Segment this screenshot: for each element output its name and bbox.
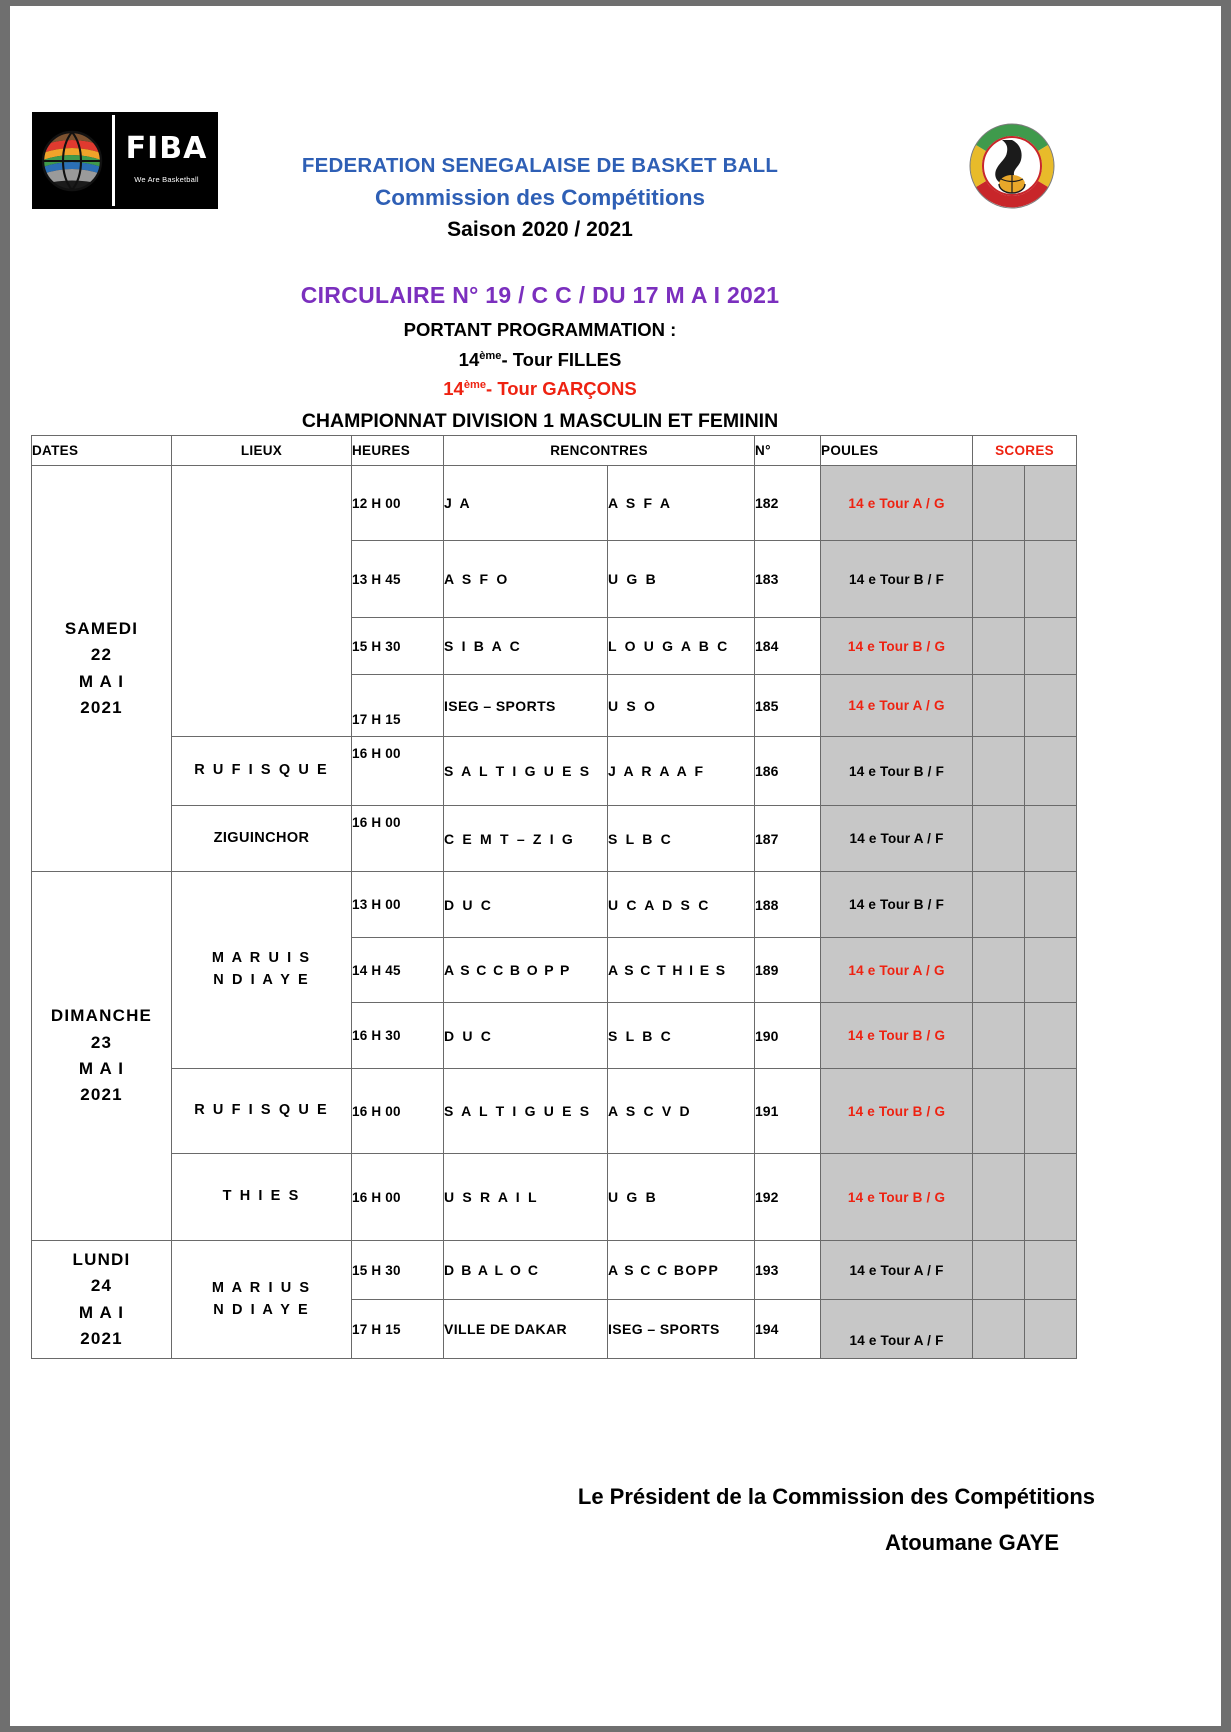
home-team-cell: A S F O — [444, 541, 608, 618]
home-team-cell: S A L T I G U E S — [444, 737, 608, 806]
tour-garcons-rest: - Tour GARÇONS — [486, 378, 637, 399]
home-team-cell: VILLE DE DAKAR — [444, 1300, 608, 1359]
date-line: M A I — [78, 1059, 125, 1078]
date-line: 23 — [90, 1032, 113, 1052]
title-block — [10, 154, 1070, 242]
score-cell-away[interactable] — [1025, 675, 1077, 737]
away-team-cell: A S C T H I E S — [608, 938, 755, 1003]
column-header-poules: POULES — [821, 436, 973, 466]
document-footer — [10, 1484, 1095, 1556]
score-cell-away[interactable] — [1025, 1300, 1077, 1359]
time-cell: 14 H 45 — [352, 938, 444, 1003]
schedule-table-head — [32, 436, 1077, 466]
score-cell-away[interactable] — [1025, 541, 1077, 618]
date-cell-dimanche — [32, 872, 172, 1241]
home-team-cell: D B A L O C — [444, 1241, 608, 1300]
time-cell: 17 H 15 — [352, 675, 444, 737]
venue-cell: R U F I S Q U E — [172, 737, 352, 806]
venue-cell: ZIGUINCHOR — [172, 806, 352, 872]
circular-number: CIRCULAIRE N° 19 / C C / DU 17 M A I 2021 — [300, 282, 780, 308]
match-number-cell: 185 — [755, 675, 821, 737]
home-team-cell: D U C — [444, 1003, 608, 1069]
poule-cell: 14 e Tour B / F — [821, 737, 973, 806]
time-cell: 13 H 45 — [352, 541, 444, 618]
table-row — [32, 737, 1077, 806]
home-team-cell: ISEG – SPORTS — [444, 675, 608, 737]
score-cell-home[interactable] — [973, 1003, 1025, 1069]
document-header — [10, 6, 1221, 432]
poule-cell: 14 e Tour B / G — [821, 1003, 973, 1069]
date-line: LUNDI — [72, 1249, 131, 1269]
score-cell-away[interactable] — [1025, 938, 1077, 1003]
venue-line: N D I A Y E — [213, 972, 310, 988]
time-cell: 15 H 30 — [352, 618, 444, 675]
away-team-cell: ISEG – SPORTS — [608, 1300, 755, 1359]
schedule-table-body — [32, 466, 1077, 1359]
match-number-cell: 193 — [755, 1241, 821, 1300]
column-header-dates: DATES — [32, 436, 172, 466]
circular-block — [10, 282, 1070, 433]
home-team-cell: J A — [444, 466, 608, 541]
venue-cell — [172, 872, 352, 1069]
date-line: 2021 — [80, 1328, 123, 1348]
score-cell-home[interactable] — [973, 737, 1025, 806]
tour-filles-line — [10, 349, 1070, 371]
schedule-table — [31, 435, 1077, 1359]
poule-cell: 14 e Tour A / G — [821, 466, 973, 541]
date-line: M A I — [78, 671, 125, 691]
table-row — [32, 466, 1077, 541]
score-cell-away[interactable] — [1025, 1241, 1077, 1300]
tour-garcons-ordinal: ème — [463, 378, 487, 391]
score-cell-home[interactable] — [973, 938, 1025, 1003]
match-number-cell: 183 — [755, 541, 821, 618]
match-number-cell: 188 — [755, 872, 821, 938]
home-team-cell: S A L T I G U E S — [444, 1069, 608, 1154]
date-line: 2021 — [80, 1085, 123, 1105]
away-team-cell: U S O — [608, 675, 755, 737]
score-cell-home[interactable] — [973, 872, 1025, 938]
score-cell-home[interactable] — [973, 1154, 1025, 1241]
score-cell-home[interactable] — [973, 675, 1025, 737]
score-cell-away[interactable] — [1025, 618, 1077, 675]
poule-cell: 14 e Tour B / G — [821, 1154, 973, 1241]
tour-garcons-number: 14 — [443, 378, 464, 399]
commission-title: Commission des Compétitions — [374, 185, 706, 210]
programming-subject: PORTANT PROGRAMMATION : — [403, 319, 677, 340]
away-team-cell: U C A D S C — [608, 872, 755, 938]
away-team-cell: S L B C — [608, 1003, 755, 1069]
document-sheet — [10, 6, 1221, 1726]
president-title: Le Président de la Commission des Compétitions — [577, 1484, 1095, 1509]
score-cell-away[interactable] — [1025, 1069, 1077, 1154]
away-team-cell: A S F A — [608, 466, 755, 541]
match-number-cell: 191 — [755, 1069, 821, 1154]
venue-cell: T H I E S — [172, 1154, 352, 1241]
poule-cell: 14 e Tour B / F — [821, 872, 973, 938]
table-header-row — [32, 436, 1077, 466]
time-cell: 16 H 00 — [352, 806, 444, 872]
time-cell: 12 H 00 — [352, 466, 444, 541]
match-number-cell: 182 — [755, 466, 821, 541]
poule-cell: 14 e Tour A / F — [821, 1241, 973, 1300]
score-cell-home[interactable] — [973, 1069, 1025, 1154]
home-team-cell: A S C C B O P P — [444, 938, 608, 1003]
venue-line: N D I A Y E — [213, 1301, 310, 1318]
time-cell: 13 H 00 — [352, 872, 444, 938]
score-cell-away[interactable] — [1025, 1003, 1077, 1069]
time-cell: 16 H 00 — [352, 1069, 444, 1154]
score-cell-away[interactable] — [1025, 466, 1077, 541]
column-header-rencontres: RENCONTRES — [444, 436, 755, 466]
championnat-line: CHAMPIONNAT DIVISION 1 MASCULIN ET FEMININ — [301, 410, 779, 432]
match-number-cell: 194 — [755, 1300, 821, 1359]
date-line: 22 — [90, 645, 113, 665]
venue-cell: R U F I S Q U E — [172, 1069, 352, 1154]
score-cell-home[interactable] — [973, 806, 1025, 872]
poule-cell: 14 e Tour B / G — [821, 618, 973, 675]
home-team-cell: U S R A I L — [444, 1154, 608, 1241]
away-team-cell: A S C C BOPP — [608, 1241, 755, 1300]
poule-cell: 14 e Tour A / F — [821, 806, 973, 872]
venue-line: M A R I U S — [211, 1279, 312, 1296]
table-row — [32, 872, 1077, 938]
date-line: SAMEDI — [64, 618, 139, 638]
column-header-numero: N° — [755, 436, 821, 466]
federation-title: FEDERATION SENEGALAISE DE BASKET BALL — [301, 154, 779, 177]
date-cell-samedi — [32, 466, 172, 872]
poule-cell: 14 e Tour A / G — [821, 938, 973, 1003]
home-team-cell: C E M T – Z I G — [444, 806, 608, 872]
score-cell-home[interactable] — [973, 1241, 1025, 1300]
table-row — [32, 1154, 1077, 1241]
time-cell: 16 H 30 — [352, 1003, 444, 1069]
venue-line: M A R U I S — [211, 950, 312, 967]
date-cell-lundi — [32, 1241, 172, 1359]
time-cell: 16 H 00 — [352, 737, 444, 806]
venue-cell — [172, 466, 352, 737]
away-team-cell: L O U G A B C — [608, 618, 755, 675]
poule-cell: 14 e Tour B / F — [821, 541, 973, 618]
time-cell: 17 H 15 — [352, 1300, 444, 1359]
tour-filles-rest: - Tour FILLES — [501, 349, 622, 370]
match-number-cell: 189 — [755, 938, 821, 1003]
away-team-cell: S L B C — [608, 806, 755, 872]
match-number-cell: 184 — [755, 618, 821, 675]
match-number-cell: 190 — [755, 1003, 821, 1069]
poule-cell: 14 e Tour B / G — [821, 1069, 973, 1154]
time-cell: 15 H 30 — [352, 1241, 444, 1300]
tour-filles-ordinal: ème — [479, 349, 502, 362]
match-number-cell: 186 — [755, 737, 821, 806]
column-header-scores: SCORES — [973, 436, 1077, 466]
home-team-cell: D U C — [444, 872, 608, 938]
table-row — [32, 1241, 1077, 1300]
fiba-tagline: We Are Basketball — [134, 174, 199, 184]
score-cell-away[interactable] — [1025, 872, 1077, 938]
column-header-heures: HEURES — [352, 436, 444, 466]
tour-filles-number: 14 — [458, 349, 480, 370]
away-team-cell: U G B — [608, 541, 755, 618]
fiba-word: FIBA — [125, 130, 208, 166]
score-cell-home[interactable] — [973, 466, 1025, 541]
home-team-cell: S I B A C — [444, 618, 608, 675]
table-row — [32, 1069, 1077, 1154]
away-team-cell: A S C V D — [608, 1069, 755, 1154]
venue-cell — [172, 1241, 352, 1359]
president-name: Atoumane GAYE — [884, 1530, 1059, 1555]
away-team-cell: U G B — [608, 1154, 755, 1241]
column-header-lieux: LIEUX — [172, 436, 352, 466]
poule-cell: 14 e Tour A / F — [821, 1300, 973, 1359]
time-cell: 16 H 00 — [352, 1154, 444, 1241]
date-line: DIMANCHE — [50, 1006, 153, 1026]
date-line: 24 — [90, 1276, 113, 1296]
poule-cell: 14 e Tour A / G — [821, 675, 973, 737]
away-team-cell: J A R A A F — [608, 737, 755, 806]
schedule-table-wrapper — [31, 435, 1076, 1359]
date-line: M A I — [78, 1302, 125, 1322]
match-number-cell: 192 — [755, 1154, 821, 1241]
season-title: Saison 2020 / 2021 — [447, 218, 633, 241]
score-cell-away[interactable] — [1025, 1154, 1077, 1241]
score-cell-home[interactable] — [973, 541, 1025, 618]
score-cell-home[interactable] — [973, 1300, 1025, 1359]
tour-garcons-line — [10, 378, 1070, 400]
match-number-cell: 187 — [755, 806, 821, 872]
table-row — [32, 806, 1077, 872]
score-cell-home[interactable] — [973, 618, 1025, 675]
date-line: 2021 — [80, 697, 123, 717]
score-cell-away[interactable] — [1025, 806, 1077, 872]
score-cell-away[interactable] — [1025, 737, 1077, 806]
